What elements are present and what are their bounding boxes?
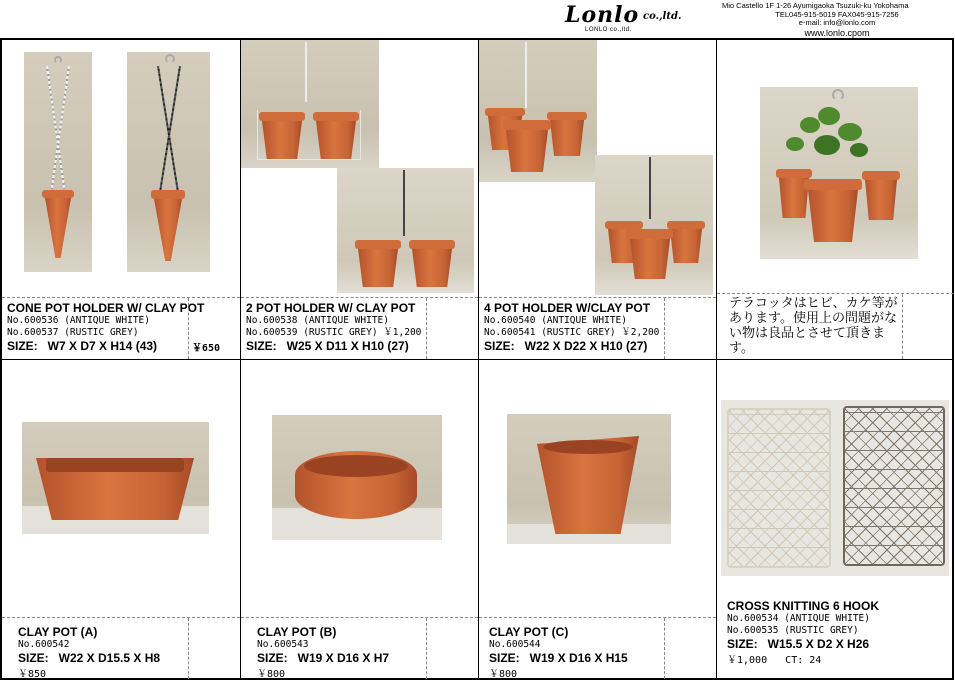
company-logo	[565, 2, 695, 38]
product-number: No.600534 (ANTIQUE WHITE)	[727, 613, 870, 624]
product-number: No.600535 (RUSTIC GREY)	[727, 625, 859, 636]
product-card-clay-pot-b	[241, 360, 479, 680]
product-grid	[0, 38, 954, 680]
carton-quantity: CT: 24	[785, 655, 822, 666]
product-number: No.600543	[257, 639, 309, 650]
product-title: 2 POT HOLDER W/ CLAY POT	[246, 301, 416, 315]
product-price: ￥650	[191, 343, 220, 354]
product-number: No.600544	[489, 639, 541, 650]
product-number: No.600538 (ANTIQUE WHITE)	[246, 315, 389, 326]
product-photo-white	[24, 52, 92, 272]
product-card-cone-pot-holder	[2, 40, 241, 360]
product-price: ￥850	[18, 669, 47, 680]
product-title: CLAY POT (A)	[18, 625, 98, 639]
terracotta-note: テラコッタはヒビ、カケ等があります。使用上の問題がない物は良品とさせて頂きます。	[729, 295, 898, 355]
product-size: SIZE: W19 X D16 X H7	[257, 651, 390, 665]
product-price: ￥800	[257, 669, 286, 680]
product-info	[241, 617, 478, 679]
product-size: SIZE: W15.5 X D2 X H26	[727, 637, 870, 651]
product-card-4-pot-holder	[479, 40, 717, 360]
product-price: ￥800	[489, 669, 518, 680]
grey-mesh-rack	[843, 406, 945, 566]
product-price: ￥2,200	[621, 327, 660, 338]
product-info	[241, 297, 478, 359]
product-card-clay-pot-c	[479, 360, 717, 680]
product-price: ￥1,200	[383, 327, 422, 338]
product-title: CLAY POT (B)	[257, 625, 337, 639]
product-photo-grey	[337, 168, 474, 293]
company-email: e-mail: info@lonlo.com	[798, 18, 876, 27]
product-size: SIZE: W25 X D11 X H10 (27)	[246, 339, 409, 353]
logo-tagline: LONLO co.,ltd.	[585, 27, 632, 33]
product-size: SIZE: W22 X D15.5 X H8	[18, 651, 161, 665]
product-info	[717, 597, 954, 679]
product-price-line	[717, 651, 954, 666]
product-photo	[22, 422, 209, 534]
product-info	[2, 297, 240, 359]
product-price: ￥1,000	[727, 655, 768, 666]
logo-wordmark: Lonlo	[565, 2, 640, 28]
company-tel-fax: TEL045-915-5019 FAX045-915-7256	[775, 9, 899, 19]
product-info	[2, 617, 240, 679]
product-photo	[507, 414, 671, 544]
product-size: SIZE: W19 X D16 X H15	[489, 651, 628, 665]
product-info	[479, 617, 716, 679]
product-card-cross-knitting-hook	[717, 360, 954, 680]
product-photo-white	[241, 40, 379, 168]
product-title: CROSS KNITTING 6 HOOK	[727, 599, 880, 613]
product-number: No.600540 (ANTIQUE WHITE)	[484, 315, 627, 326]
product-photo-grey	[127, 52, 210, 272]
logo-suffix: co.,ltd.	[643, 11, 682, 22]
product-photo-white	[479, 40, 597, 182]
product-card-2-pot-holder	[241, 40, 479, 360]
company-info	[722, 2, 952, 39]
product-number: No.600541 (RUSTIC GREY) ￥2,200	[484, 327, 660, 338]
product-number: No.600536 (ANTIQUE WHITE)	[7, 315, 150, 326]
product-photo	[272, 415, 442, 540]
product-title: CONE POT HOLDER W/ CLAY POT	[7, 301, 205, 315]
product-photo	[721, 400, 949, 576]
product-number: No.600537 (RUSTIC GREY)	[7, 327, 139, 338]
product-photo-grey	[595, 155, 713, 295]
product-number: No.600542	[18, 639, 70, 650]
product-size: SIZE: W7 X D7 X H14 (43) ￥650	[7, 339, 220, 354]
product-card-clay-pot-a	[2, 360, 241, 680]
product-size: SIZE: W22 X D22 X H10 (27)	[484, 339, 648, 353]
white-mesh-rack	[727, 408, 831, 568]
product-info	[479, 297, 716, 359]
product-title: 4 POT HOLDER W/CLAY POT	[484, 301, 651, 315]
company-address: Mio Castello 1F 1-26 Ayumigaoka Tsuzuki-ku Yokohama	[722, 1, 909, 10]
product-number: No.600539 (RUSTIC GREY) ￥1,200	[246, 327, 422, 338]
note-card	[717, 40, 954, 360]
planted-holder-photo	[760, 87, 918, 259]
product-title: CLAY POT (C)	[489, 625, 569, 639]
company-website: www.lonlo.cpom	[804, 27, 870, 38]
